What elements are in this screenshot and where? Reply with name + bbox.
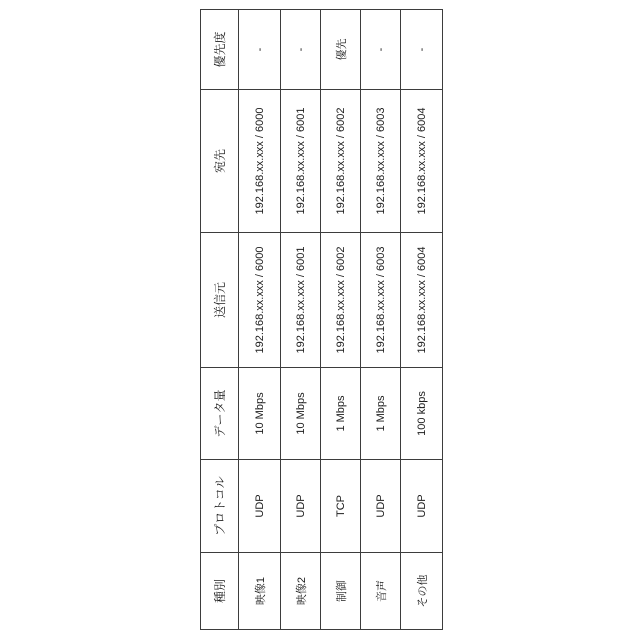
cell-priority: - xyxy=(239,10,281,90)
cell-data-volume: 1 Mbps xyxy=(321,368,361,460)
cell-type: その他 xyxy=(401,553,443,630)
cell-destination: 192.168.xx.xxx / 6001 xyxy=(281,90,321,233)
cell-data-volume: 10 Mbps xyxy=(239,368,281,460)
cell-type: 音声 xyxy=(361,553,401,630)
cell-type: 映像2 xyxy=(281,553,321,630)
table-row-video1 xyxy=(239,10,281,630)
network-spec-table xyxy=(200,9,443,630)
cell-source: 192.168.xx.xxx / 6004 xyxy=(401,233,443,368)
cell-destination: 192.168.xx.xxx / 6002 xyxy=(321,90,361,233)
cell-destination: 192.168.xx.xxx / 6004 xyxy=(401,90,443,233)
cell-protocol: TCP xyxy=(321,460,361,553)
cell-data-volume: 10 Mbps xyxy=(281,368,321,460)
table-row-control xyxy=(321,10,361,630)
cell-data-volume: 1 Mbps xyxy=(361,368,401,460)
cell-destination: 192.168.xx.xxx / 6003 xyxy=(361,90,401,233)
rotated-table-container xyxy=(200,10,442,630)
header-source: 送信元 xyxy=(201,233,239,368)
cell-data-volume: 100 kbps xyxy=(401,368,443,460)
cell-source: 192.168.xx.xxx / 6003 xyxy=(361,233,401,368)
header-data-volume: データ量 xyxy=(201,368,239,460)
cell-priority: 優先 xyxy=(321,10,361,90)
cell-source: 192.168.xx.xxx / 6001 xyxy=(281,233,321,368)
table-header-row xyxy=(201,10,239,630)
cell-protocol: UDP xyxy=(401,460,443,553)
header-priority: 優先度 xyxy=(201,10,239,90)
header-protocol: プロトコル xyxy=(201,460,239,553)
table-row-video2 xyxy=(281,10,321,630)
cell-priority: - xyxy=(401,10,443,90)
header-destination: 宛先 xyxy=(201,90,239,233)
cell-protocol: UDP xyxy=(281,460,321,553)
cell-source: 192.168.xx.xxx / 6002 xyxy=(321,233,361,368)
cell-type: 映像1 xyxy=(239,553,281,630)
table-row-other xyxy=(401,10,443,630)
cell-protocol: UDP xyxy=(239,460,281,553)
cell-priority: - xyxy=(361,10,401,90)
cell-source: 192.168.xx.xxx / 6000 xyxy=(239,233,281,368)
cell-type: 制御 xyxy=(321,553,361,630)
header-type: 種別 xyxy=(201,553,239,630)
cell-destination: 192.168.xx.xxx / 6000 xyxy=(239,90,281,233)
cell-priority: - xyxy=(281,10,321,90)
table-row-audio xyxy=(361,10,401,630)
cell-protocol: UDP xyxy=(361,460,401,553)
